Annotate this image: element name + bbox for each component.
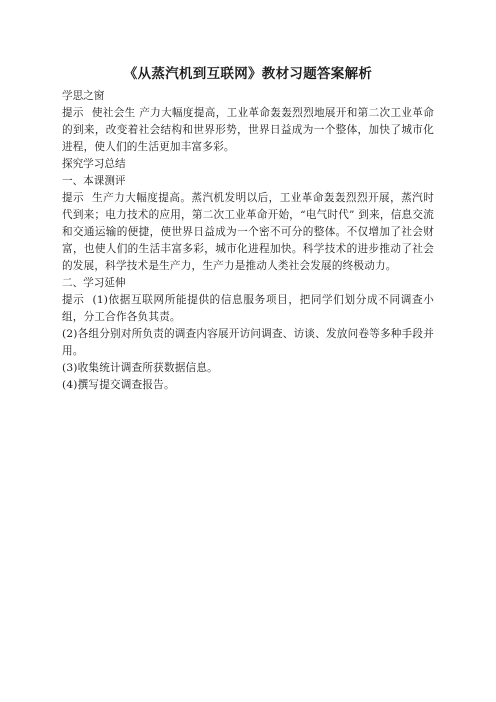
- document-title: 《从蒸汽机到互联网》教材习题答案解析: [123, 66, 373, 82]
- extension-item-1: [62, 292, 434, 326]
- hint-label: 提示: [62, 107, 84, 119]
- extension-item-3: (3)收集统计调查所获数据信息。: [62, 362, 218, 374]
- hint-label: 提示: [62, 192, 85, 204]
- section-heading-thinking-window: 学思之窗: [62, 90, 105, 102]
- thinking-window-paragraph: [62, 105, 434, 156]
- section-heading-extension: 二、学习延伸: [62, 277, 126, 289]
- section-heading-assessment: 一、本课测评: [62, 175, 126, 187]
- extension-item-text: (1)依据互联网所能提供的信息服务项目，把同学们划分成不同调查小组，分工合作各负其责。: [62, 294, 434, 323]
- document-page: [62, 64, 434, 394]
- extension-item-4: (4)撰写提交调查报告。: [62, 379, 175, 391]
- hint-text: 使社会生 产力大幅度提高，工业革命轰轰烈烈地展开和第二次工业革命的到来，改变着社会结构和世界形势，世界日益成为一个整体，加快了城市化进程，使人们的生活更加丰富多彩。: [62, 107, 435, 153]
- hint-label: 提示: [62, 294, 85, 306]
- section-heading-summary: 探究学习总结: [62, 158, 126, 170]
- assessment-paragraph: [62, 190, 434, 275]
- hint-text: 生产力大幅度提高。蒸汽机发明以后，工业革命轰轰烈烈开展，蒸汽时代到来；电力技术的应用，第二次工业革命开始，“电气时代” 到来，信息交流和交通运输的便捷，使世界日益成为一个密不可分的整体。不仅增加了社会财富，也使人们的生活丰富多彩，城市化进程加快。科学技术的进步推动了社会 的发展，科学技术是生产力，生产力是推动人类社会发展的终极动力。: [62, 192, 434, 272]
- extension-item-2: (2)各组分别对所负责的调查内容展开访问调查、访谈、发放问卷等多种手段并用。: [62, 328, 434, 357]
